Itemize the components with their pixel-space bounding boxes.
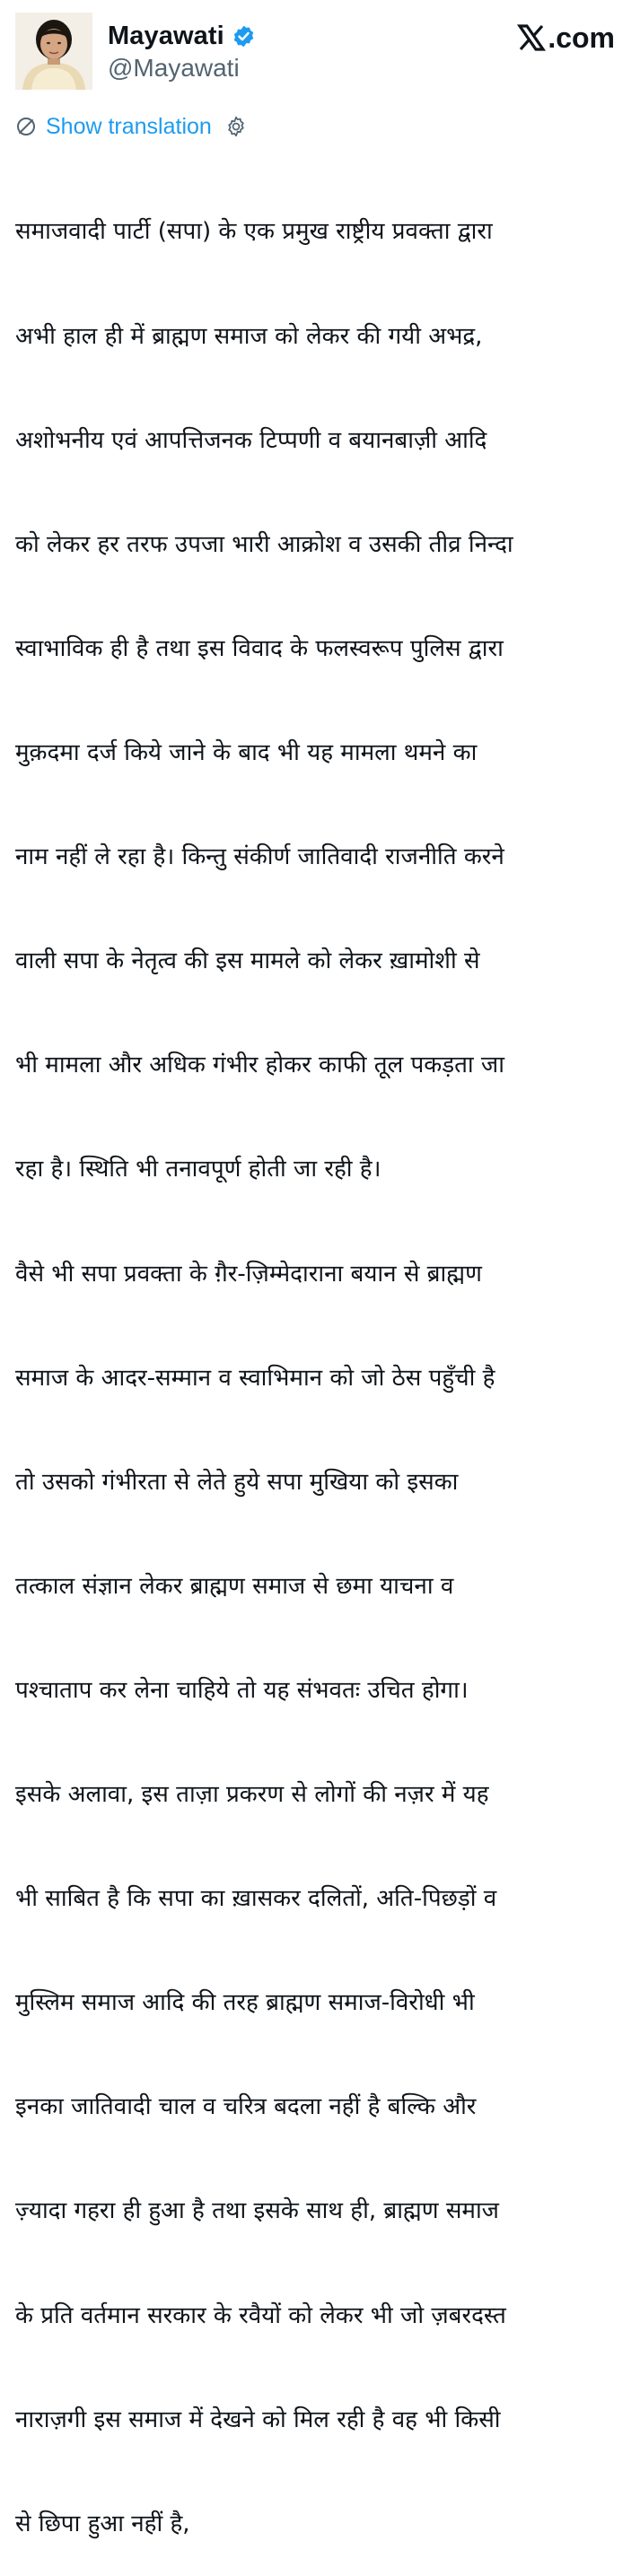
translate-icon bbox=[15, 116, 37, 137]
author-display-name[interactable]: Mayawati bbox=[108, 21, 224, 50]
tweet-line: वाली सपा के नेतृत्व की इस मामले को लेकर ख़ामोशी से bbox=[15, 947, 480, 975]
tweet-line: से छिपा हुआ नहीं है, bbox=[15, 2510, 190, 2537]
tweet-line: नाम नहीं ले रहा है। किन्तु संकीर्ण जातिवादी राजनीति करने bbox=[15, 843, 504, 871]
tweet-line: समाज के आदर-सम्मान व स्वाभिमान को जो ठेस पहुँची है bbox=[15, 1364, 495, 1392]
tweet-line: वैसे भी सपा प्रवक्ता के ग़ैर-ज़िम्मेदाराना बयान से ब्राह्मण bbox=[15, 1260, 482, 1288]
tweet-line: स्वाभाविक ही है तथा इस विवाद के फलस्वरूप पुलिस द्वारा bbox=[15, 634, 504, 662]
tweet-line: मुक़दमा दर्ज किये जाने के बाद भी यह मामला थमने का bbox=[15, 738, 478, 766]
tweet-line: इसके अलावा, इस ताज़ा प्रकरण से लोगों की नज़र में यह bbox=[15, 1781, 489, 1809]
author-name-row bbox=[108, 20, 256, 52]
verified-badge-icon bbox=[232, 24, 256, 48]
tweet-line: मुस्लिम समाज आदि की तरह ब्राह्मण समाज-विरोधी भी bbox=[15, 1989, 475, 2017]
translation-row bbox=[15, 111, 248, 142]
tweet-line: समाजवादी पार्टी (सपा) के एक प्रमुख राष्ट्रीय प्रवक्ता द्वारा bbox=[15, 218, 493, 246]
tweet-line: को लेकर हर तरफ उपजा भारी आक्रोश व उसकी तीव्र निन्दा bbox=[15, 530, 513, 558]
source-domain-text: .com bbox=[548, 21, 615, 54]
tweet-line: रहा है। स्थिति भी तनावपूर्ण होती जा रही है। bbox=[15, 1156, 381, 1183]
show-translation-link[interactable]: Show translation bbox=[46, 113, 212, 139]
tweet-line: नाराज़गी इस समाज में देखने को मिल रही है वह भी किसी bbox=[15, 2406, 501, 2433]
tweet-line: अभी हाल ही में ब्राह्मण समाज को लेकर की गयी अभद्र, bbox=[15, 322, 483, 350]
tweet-line: भी मामला और अधिक गंभीर होकर काफी तूल पकड़ता जा bbox=[15, 1052, 504, 1079]
tweet-body bbox=[15, 145, 635, 2576]
tweet-line: तो उसको गंभीरता से लेते हुये सपा मुखिया को इसका bbox=[15, 1468, 459, 1496]
tweet-line: पश्चाताप कर लेना चाहिये तो यह संभवतः उचित होगा। bbox=[15, 1676, 469, 1704]
tweet-line: इनका जातिवादी चाल व चरित्र बदला नहीं है बल्कि और bbox=[15, 2093, 477, 2121]
tweet-line: ज़्यादा गहरा ही हुआ है तथा इसके साथ ही, ब्राह्मण समाज bbox=[15, 2197, 499, 2225]
tweet-line: भी साबित है कि सपा का ख़ासकर दलितों, अति-पिछड़ों व bbox=[15, 1885, 497, 1913]
gear-icon[interactable] bbox=[224, 115, 248, 138]
tweet-line: तत्काल संज्ञान लेकर ब्राह्मण समाज से छमा याचना व bbox=[15, 1572, 454, 1600]
tweet-header bbox=[0, 0, 640, 99]
tweet-line: अशोभनीय एवं आपत्तिजनक टिप्पणी व बयानबाज़ी आदि bbox=[15, 426, 487, 454]
author-handle[interactable]: @Mayawati bbox=[108, 54, 240, 82]
profile-photo bbox=[15, 13, 92, 90]
tweet-line: के प्रति वर्तमान सरकार के रवैयों को लेकर भी जो ज़बरदस्त bbox=[15, 2301, 506, 2329]
x-logo-icon bbox=[517, 23, 546, 52]
avatar[interactable] bbox=[15, 13, 92, 90]
source-logo[interactable] bbox=[517, 20, 615, 56]
